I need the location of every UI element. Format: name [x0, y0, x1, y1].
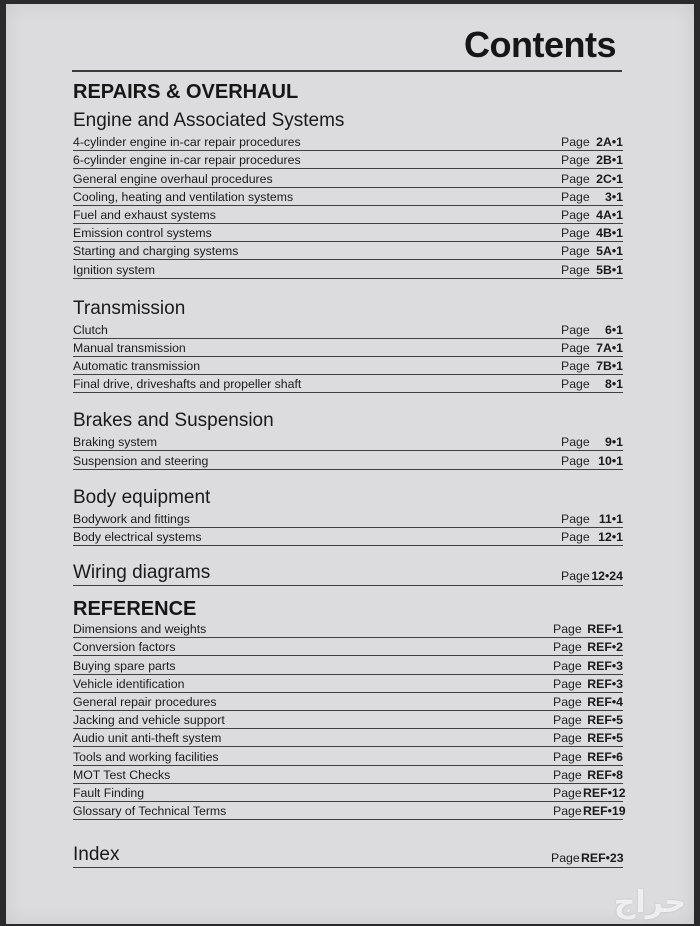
page-label: Page: [553, 694, 582, 709]
toc-row-label: Automatic transmission: [73, 359, 201, 374]
page-number: 5B•1: [596, 262, 623, 277]
watermark-logo: حراج: [613, 885, 686, 920]
toc-row-label: Starting and charging systems: [73, 244, 239, 259]
page-label: Page: [553, 658, 582, 673]
toc-row[interactable]: [73, 151, 623, 169]
page-number: 2B•1: [596, 153, 623, 168]
page-number: REF•3: [587, 676, 623, 691]
toc-row-label: Glossary of Technical Terms: [73, 804, 227, 819]
page-label: Page: [561, 207, 590, 222]
toc-row-wiring-diagrams[interactable]: [73, 558, 623, 586]
page-number: 2A•1: [596, 135, 623, 150]
section-title: Index: [73, 844, 120, 866]
toc-row[interactable]: [73, 693, 623, 711]
toc-row-label: General repair procedures: [73, 694, 217, 709]
toc-row-label: Braking system: [73, 435, 158, 450]
page-label: Page: [561, 153, 590, 168]
toc-row[interactable]: [73, 260, 623, 278]
page-number: REF•8: [587, 767, 623, 782]
toc-row-label: Conversion factors: [73, 640, 176, 655]
toc-row[interactable]: [73, 729, 623, 747]
page-label: Page: [553, 622, 582, 637]
section-title: Transmission: [73, 297, 186, 319]
page-label: Page: [553, 731, 582, 746]
page-number: REF•5: [587, 731, 623, 746]
page-number: 4A•1: [596, 207, 623, 222]
toc-row[interactable]: [73, 357, 623, 375]
toc-row-label: Tools and working facilities: [73, 749, 219, 764]
spacer: [73, 546, 623, 558]
page-label: Page: [561, 226, 590, 241]
section-title: Wiring diagrams: [73, 562, 211, 583]
toc-row[interactable]: [73, 206, 623, 224]
page-label: Page: [561, 377, 590, 392]
toc-row-index[interactable]: [73, 838, 623, 868]
page-number: 7A•1: [596, 340, 623, 355]
spacer: [73, 470, 623, 486]
page-label: Page: [553, 676, 582, 691]
toc-row[interactable]: [73, 321, 623, 339]
page-label: Page: [553, 804, 582, 819]
page-label: Page: [561, 435, 590, 450]
toc-row[interactable]: [73, 784, 626, 802]
section-engine: [73, 109, 623, 279]
page-number: REF•12: [583, 785, 626, 800]
page-number: 3•1: [605, 189, 623, 204]
toc-row-label: Body electrical systems: [73, 530, 202, 544]
page-label: Page: [561, 569, 590, 583]
toc-row-label: Emission control systems: [73, 226, 212, 241]
page-label: Page: [561, 171, 590, 186]
part-heading-reference: REFERENCE: [73, 598, 197, 620]
page-number: 4B•1: [596, 226, 623, 241]
toc-row-label: 6-cylinder engine in-car repair procedures: [73, 153, 301, 168]
toc-row[interactable]: [73, 339, 623, 357]
page-number: REF•3: [587, 658, 623, 673]
page-number: REF•6: [587, 749, 623, 764]
toc-row[interactable]: [73, 224, 623, 242]
page-number: REF•23: [581, 851, 624, 866]
section-reference: [73, 620, 626, 820]
page-number: REF•5: [587, 713, 623, 728]
toc-row[interactable]: [73, 675, 623, 693]
toc-row[interactable]: [73, 133, 623, 151]
page-label: Page: [561, 340, 590, 355]
contents-page: [6, 4, 694, 924]
toc-row[interactable]: [73, 766, 623, 784]
section-title: Brakes and Suspension: [73, 410, 274, 432]
toc-row-label: Audio unit anti-theft system: [73, 731, 222, 746]
toc-row[interactable]: [73, 510, 623, 528]
page-label: Page: [551, 851, 580, 866]
spacer: [73, 393, 623, 409]
section-title: Engine and Associated Systems: [73, 110, 345, 131]
section-transmission: [73, 297, 623, 394]
title-rule: [72, 70, 622, 72]
page-title: Contents: [464, 24, 616, 65]
page-label: Page: [561, 135, 590, 150]
toc-row[interactable]: [73, 169, 623, 187]
toc-row-label: Buying spare parts: [73, 658, 176, 673]
table-of-contents: [73, 76, 626, 868]
page-number: 11•1: [598, 511, 623, 526]
page-number: 6•1: [605, 322, 623, 337]
toc-row[interactable]: [73, 188, 623, 206]
toc-row-label: Fuel and exhaust systems: [73, 207, 216, 222]
page-number: 2C•1: [596, 171, 623, 186]
toc-row-label: Cooling, heating and ventilation systems: [73, 189, 294, 204]
toc-row-label: General engine overhaul procedures: [73, 171, 273, 186]
toc-row-label: Jacking and vehicle support: [73, 713, 225, 728]
page-label: Page: [553, 713, 582, 728]
page-label: Page: [553, 785, 582, 800]
page-number: 10•1: [598, 453, 623, 468]
page-number: 7B•1: [596, 359, 623, 374]
page-number: 12•24: [591, 569, 623, 583]
page-label: Page: [561, 359, 590, 374]
toc-row-label: Manual transmission: [73, 340, 186, 355]
toc-row-label: Ignition system: [73, 262, 156, 277]
toc-row-label: 4-cylinder engine in-car repair procedures: [73, 135, 301, 150]
toc-row[interactable]: [73, 802, 626, 820]
spacer: [73, 279, 623, 297]
page-label: Page: [561, 244, 590, 259]
page-number: REF•19: [583, 804, 626, 819]
toc-row[interactable]: [73, 747, 623, 765]
part-heading-repairs: REPAIRS & OVERHAUL: [73, 81, 299, 103]
toc-row[interactable]: [73, 638, 623, 656]
page-number: REF•2: [587, 640, 623, 655]
toc-row[interactable]: [73, 528, 623, 546]
page-number: REF•4: [587, 694, 623, 709]
toc-row-label: Vehicle identification: [73, 676, 185, 691]
toc-row[interactable]: [73, 620, 623, 638]
toc-row-label: Bodywork and fittings: [73, 511, 190, 526]
page-number: REF•1: [587, 622, 623, 637]
toc-row-label: Final drive, driveshafts and propeller shaft: [73, 377, 302, 392]
page-label: Page: [561, 453, 590, 468]
toc-row[interactable]: [73, 711, 623, 729]
page-number: 8•1: [605, 377, 623, 392]
page-label: Page: [561, 262, 590, 277]
page-label: Page: [553, 640, 582, 655]
toc-row[interactable]: [73, 242, 623, 260]
toc-row[interactable]: [73, 656, 623, 674]
page-label: Page: [561, 511, 590, 526]
page-number: 12•1: [598, 530, 623, 544]
page-label: Page: [561, 189, 590, 204]
page-number: 9•1: [605, 435, 623, 450]
page-label: Page: [553, 749, 582, 764]
page-label: Page: [561, 322, 590, 337]
toc-row-label: Clutch: [73, 322, 108, 337]
toc-row[interactable]: [73, 375, 623, 393]
section-title: Body equipment: [73, 486, 211, 508]
section-brakes: [73, 409, 623, 469]
toc-row-label: Dimensions and weights: [73, 622, 207, 637]
toc-row[interactable]: [73, 451, 623, 469]
toc-row-label: Fault Finding: [73, 785, 145, 800]
section-body-equipment: [73, 486, 623, 546]
page-label: Page: [553, 767, 582, 782]
page-number: 5A•1: [596, 244, 623, 259]
toc-row[interactable]: [73, 433, 623, 451]
toc-row-label: Suspension and steering: [73, 453, 209, 468]
toc-row-label: MOT Test Checks: [73, 767, 171, 782]
page-label: Page: [561, 530, 590, 544]
